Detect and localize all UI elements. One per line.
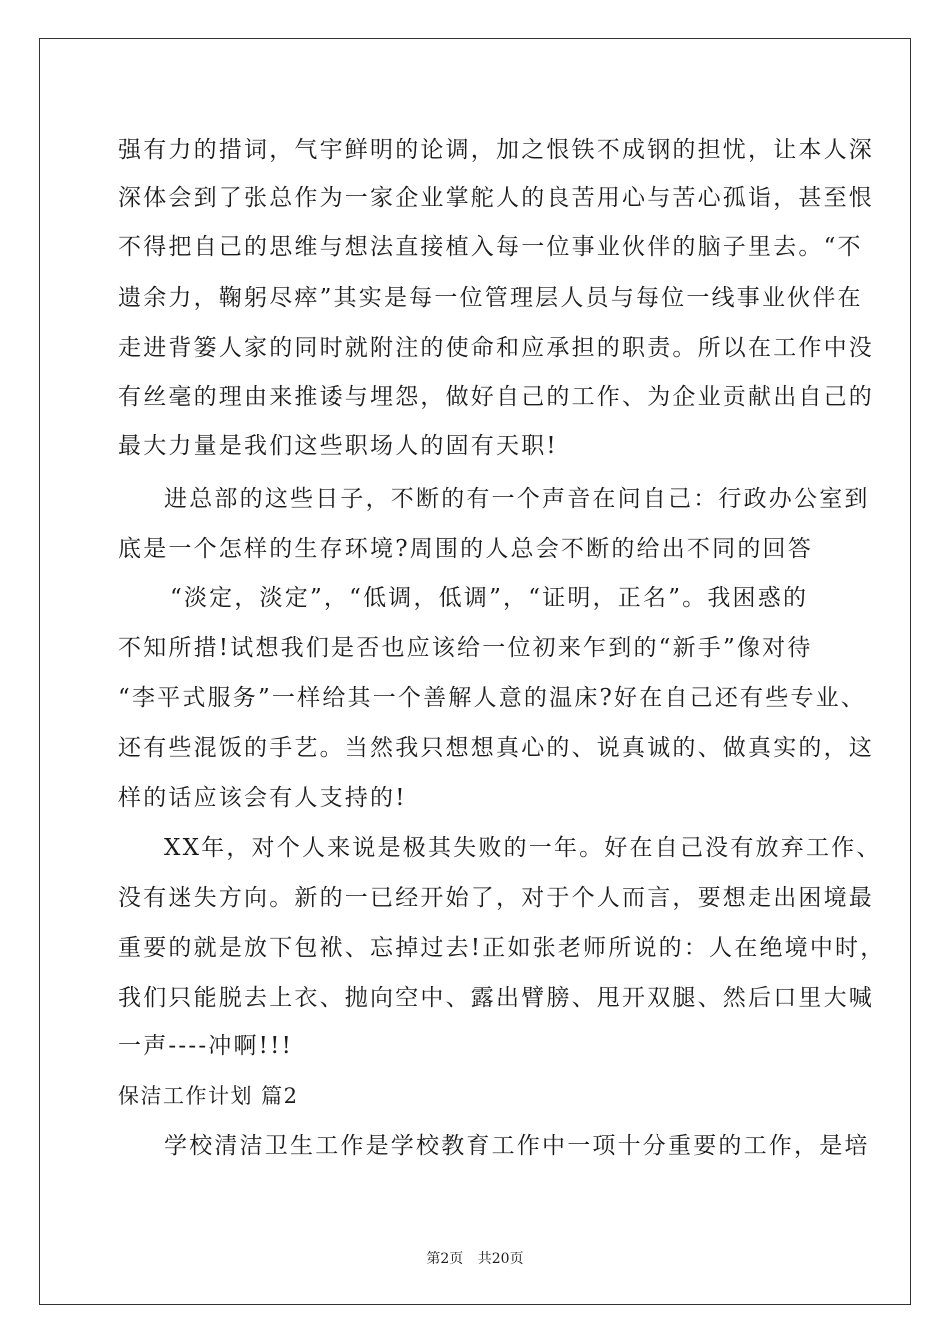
section-heading: 保洁工作计划 篇2 <box>118 1084 299 1108</box>
page-footer <box>0 1248 950 1268</box>
text-line: 没有迷失方向。新的一已经开始了，对于个人而言，要想走出困境最 <box>118 885 874 911</box>
text-line: 底是一个怎样的生存环境?周围的人总会不断的给出不同的回答 <box>118 536 813 562</box>
text-line: 走进背篓人家的同时就附注的使命和应承担的职责。所以在工作中没 <box>118 335 874 361</box>
text-line: 重要的就是放下包袱、忘掉过去!正如张老师所说的：人在绝境中时， <box>118 935 886 961</box>
page-number: 第2页 <box>426 1251 464 1267</box>
text-line: 不得把自己的思维与想法直接植入每一位事业伙伴的脑子里去。“不 <box>118 234 863 260</box>
text-line: 我们只能脱去上衣、抛向空中、露出臂膀、甩开双腿、然后口里大喊 <box>118 985 874 1011</box>
text-line: 强有力的措词，气宇鲜明的论调，加之恨铁不成钢的担忧，让本人深 <box>118 137 874 163</box>
text-line: 还有些混饭的手艺。当然我只想想真心的、说真诚的、做真实的，这 <box>118 735 874 761</box>
text-line: 深体会到了张总作为一家企业掌舵人的良苦用心与苦心孤诣，甚至恨 <box>118 185 874 211</box>
text-line: 不知所措!试想我们是否也应该给一位初来乍到的“新手”像对待 <box>118 635 813 661</box>
text-line: 一声----冲啊!!! <box>118 1033 294 1059</box>
text-line: “淡定，淡定”，“低调，低调”，“证明，正名”。我困惑的 <box>170 585 809 611</box>
text-line: 进总部的这些日子，不断的有一个声音在问自己：行政办公室到 <box>164 486 870 512</box>
text-line: 遗余力，鞠躬尽瘁”其实是每一位管理层人员与每位一线事业伙伴在 <box>118 285 863 311</box>
text-line: 样的话应该会有人支持的! <box>118 785 407 811</box>
text-line: “李平式服务”一样给其一个善解人意的温床?好在自己还有些专业、 <box>118 685 867 711</box>
text-line: XX年，对个人来说是极其失败的一年。好在自己没有放弃工作、 <box>164 835 882 861</box>
page-frame <box>39 38 911 1305</box>
text-line: 学校清洁卫生工作是学校教育工作中一项十分重要的工作，是培 <box>164 1133 870 1159</box>
text-line: 有丝毫的理由来推诿与埋怨，做好自己的工作、为企业贡献出自己的 <box>118 384 874 410</box>
page-total: 共20页 <box>477 1251 524 1267</box>
text-line: 最大力量是我们这些职场人的固有天职! <box>118 433 558 459</box>
